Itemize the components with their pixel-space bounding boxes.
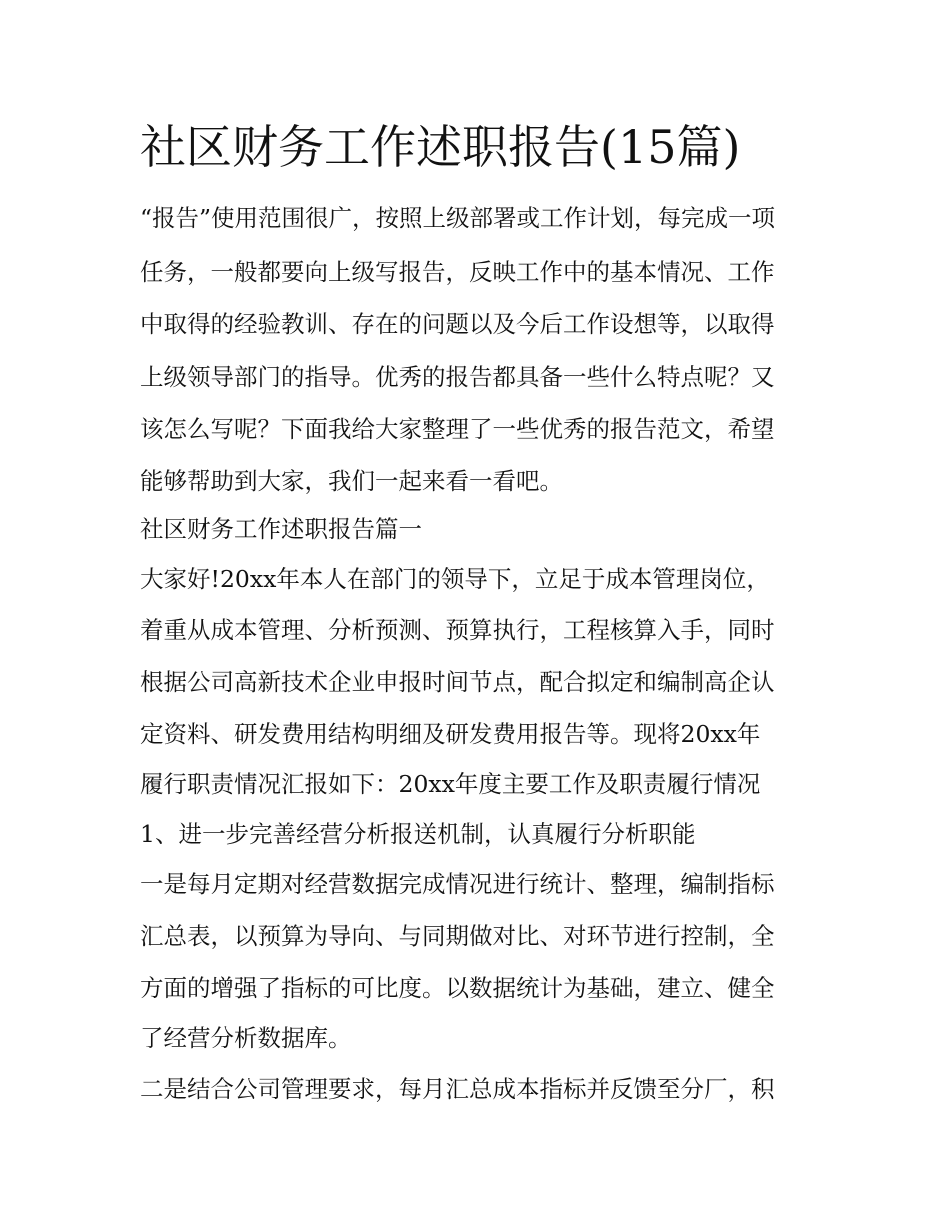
body-line: 履行职责情况汇报如下：20xx年度主要工作及职责履行情况 [140,770,761,798]
body-line: 该怎么写呢？下面我给大家整理了一些优秀的报告范文，希望 [140,415,775,443]
section-heading: 社区财务工作述职报告篇一 [140,515,422,543]
subsection-heading: 1、进一步完善经营分析报送机制，认真履行分析职能 [140,820,696,848]
body-line: 定资料、研发费用结构明细及研发费用报告等。现将20xx年 [140,720,761,748]
body-line: 根据公司高新技术企业申报时间节点，配合拟定和编制高企认 [140,668,775,696]
body-line: 一是每月定期对经营数据完成情况进行统计、整理，编制指标 [140,870,775,898]
body-line: 中取得的经验教训、存在的问题以及今后工作设想等，以取得 [140,310,775,338]
body-line: 上级领导部门的指导。优秀的报告都具备一些什么特点呢？又 [140,363,775,391]
body-line: 大家好!20xx年本人在部门的领导下，立足于成本管理岗位， [140,565,770,593]
body-line: 汇总表，以预算为导向、与同期做对比、对环节进行控制，全 [140,922,775,950]
body-line: 能够帮助到大家，我们一起来看一看吧。 [140,467,563,495]
document-title: 社区财务工作述职报告(15篇) [140,120,741,174]
body-line: 任务，一般都要向上级写报告，反映工作中的基本情况、工作 [140,258,775,286]
body-line: 二是结合公司管理要求，每月汇总成本指标并反馈至分厂，积 [140,1075,775,1103]
body-line: 了经营分析数据库。 [140,1024,352,1052]
body-line: 着重从成本管理、分析预测、预算执行，工程核算入手，同时 [140,616,775,644]
body-line: 方面的增强了指标的可比度。以数据统计为基础，建立、健全 [140,974,775,1002]
body-line: “报告”使用范围很广，按照上级部署或工作计划，每完成一项 [140,204,776,232]
